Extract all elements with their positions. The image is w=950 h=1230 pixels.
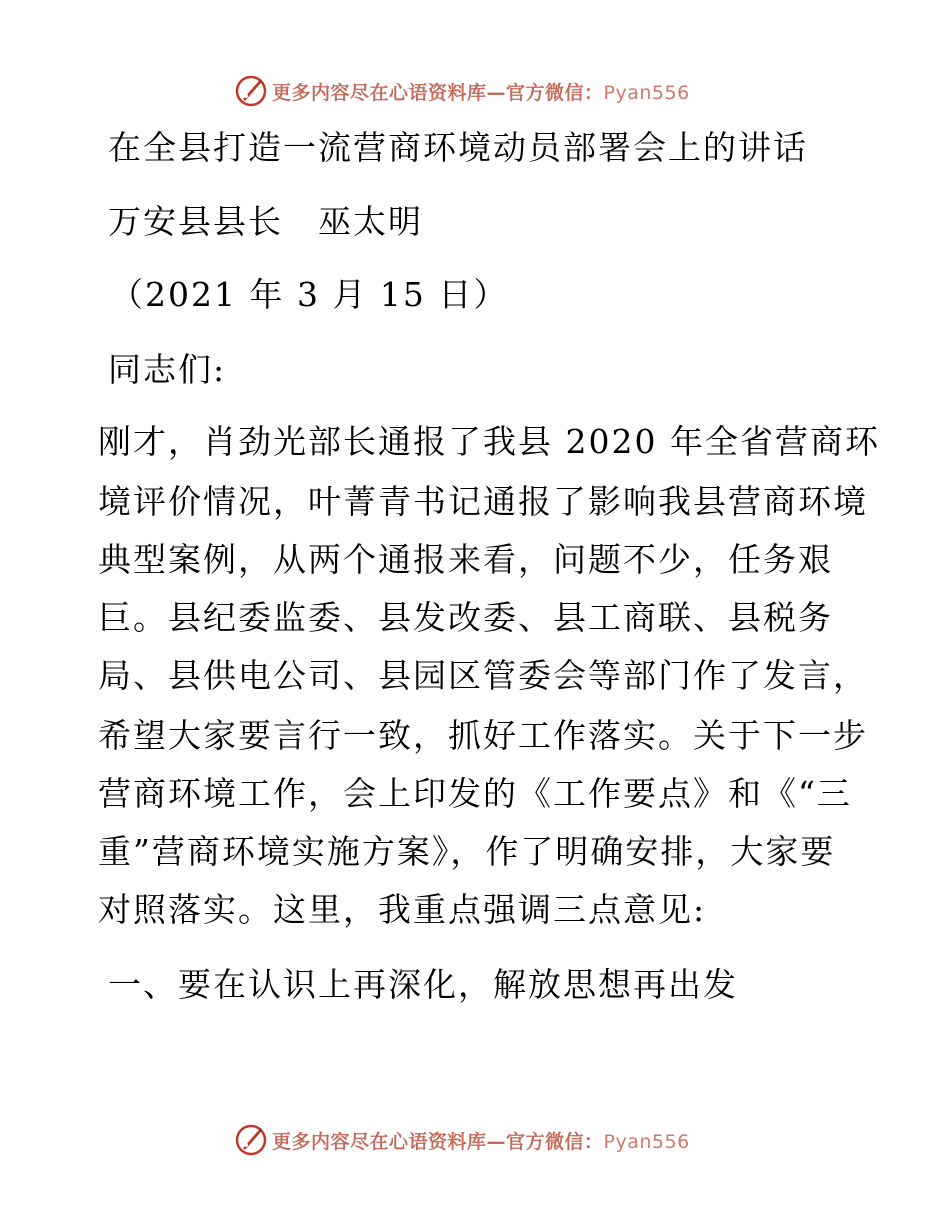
- paragraph-line: 境评价情况，叶菁青书记通报了影响我县营商环境: [98, 482, 868, 521]
- quill-logo-icon: [234, 1123, 268, 1157]
- watermark-text: 更多内容尽在心语资料库—官方微信：Pyan556: [272, 1130, 690, 1153]
- paragraph-line: 刚才，肖劲光部长通报了我县 2020 年全省营商环: [98, 422, 880, 461]
- document-title: 在全县打造一流营商环境动员部署会上的讲话: [108, 128, 808, 167]
- watermark-id: Pyan556: [603, 81, 690, 104]
- watermark-text: 更多内容尽在心语资料库—官方微信：Pyan556: [272, 81, 690, 104]
- quill-logo-icon: [234, 74, 268, 108]
- paragraph-line: 重”营商环境实施方案》，作了明确安排，大家要: [98, 832, 836, 871]
- paragraph-line: 营商环境工作，会上印发的《工作要点》和《“三: [98, 774, 852, 813]
- document-author: 万安县县长 巫太明: [108, 202, 423, 241]
- paragraph-line: 对照落实。这里，我重点强调三点意见:: [98, 890, 707, 929]
- document-greeting: 同志们:: [108, 350, 227, 389]
- paragraph-line: 局、县供电公司、县园区管委会等部门作了发言，: [98, 656, 868, 695]
- paragraph-line: 巨。县纪委监委、县发改委、县工商联、县税务: [98, 598, 833, 637]
- paragraph-line: 典型案例，从两个通报来看，问题不少，任务艰: [98, 540, 833, 579]
- paragraph-line: 希望大家要言行一致，抓好工作落实。关于下一步: [98, 716, 868, 755]
- document-date: （2021 年 3 月 15 日）: [110, 275, 509, 314]
- watermark-header: [234, 73, 690, 109]
- watermark-id: Pyan556: [603, 1130, 690, 1153]
- watermark-footer: [234, 1122, 690, 1158]
- section-heading: 一、要在认识上再深化，解放思想再出发: [108, 965, 738, 1004]
